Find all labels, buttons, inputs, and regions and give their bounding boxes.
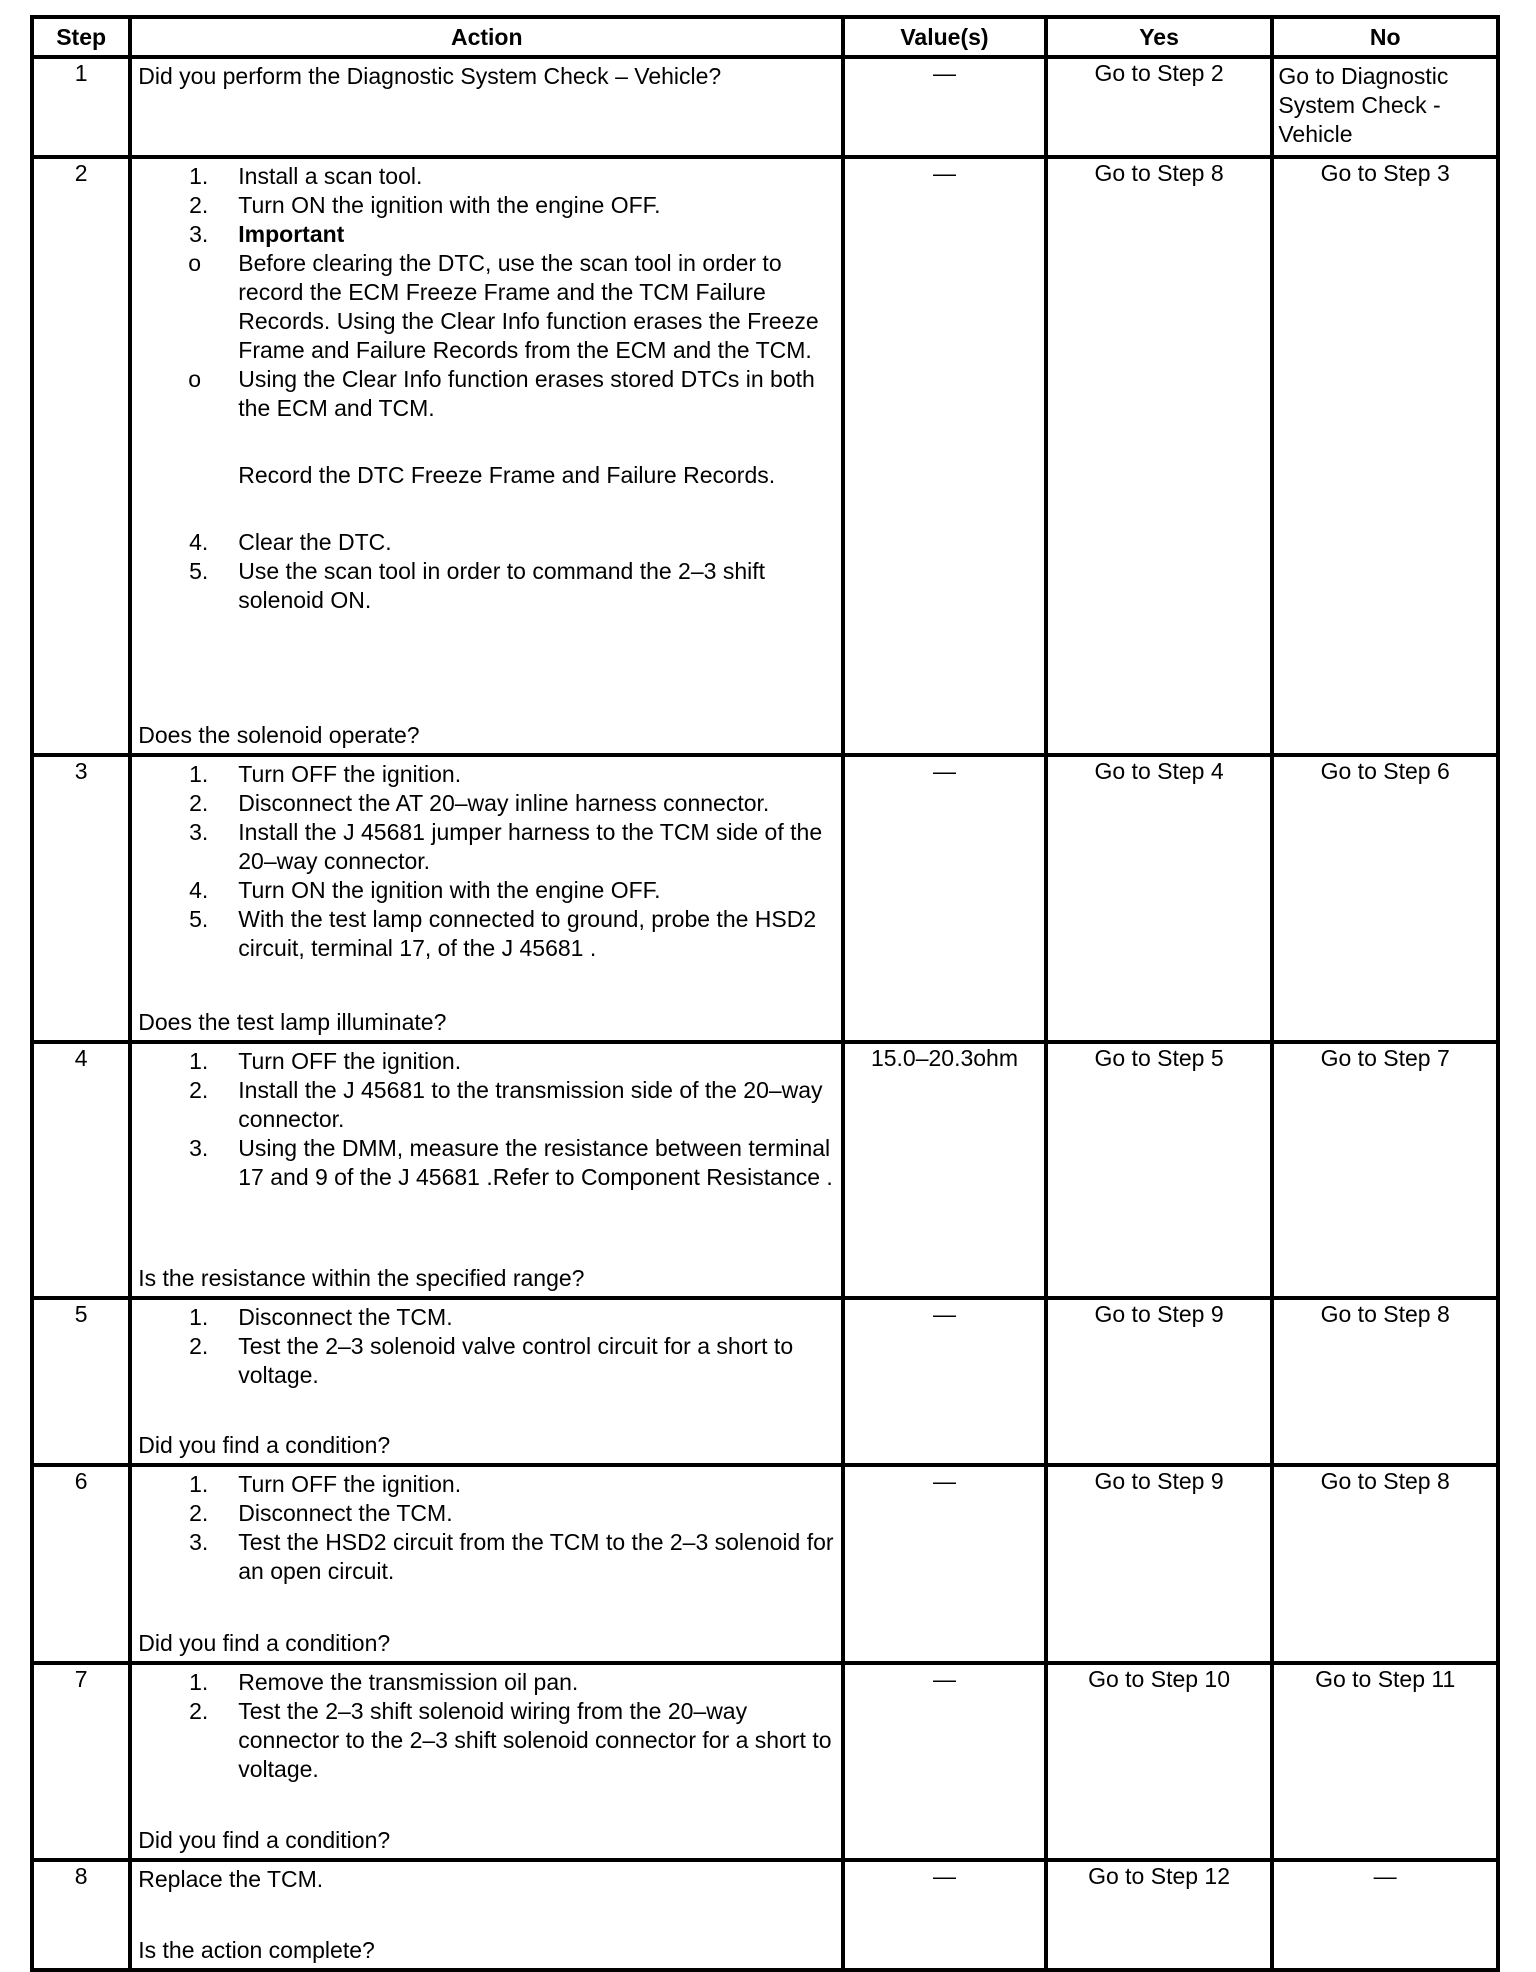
yes-cell: Go to Step 8 (1046, 157, 1273, 755)
action-step-item: 1. Turn OFF the ignition. (189, 1047, 462, 1074)
step-number: 8 (32, 1860, 130, 1970)
action-steps (138, 1047, 837, 1192)
action-cell (130, 1298, 843, 1465)
action-step-item: 2. Install the J 45681 to the transmission side of the 20–way connector. (189, 1076, 823, 1132)
action-step-item: 3. Important (138, 220, 837, 249)
action-step-item: 1. Disconnect the TCM. (189, 1303, 453, 1330)
action-instruction: Replace the TCM. (138, 1865, 324, 1892)
header-action: Action (130, 17, 843, 57)
action-step-item: 5. Use the scan tool in order to command the 2–3 shift solenoid ON. (189, 558, 765, 614)
value-cell: — (843, 755, 1046, 1041)
action-step-item: 3. Using the DMM, measure the resistance between terminal 17 and 9 of the J 45681 .Refer to Component Resistance . (189, 1134, 833, 1190)
table-row-step-7 (32, 1663, 1498, 1860)
action-cell (130, 1465, 843, 1663)
action-question: Did you find a condition? (138, 1431, 391, 1458)
action-cell (130, 157, 843, 755)
no-cell: Go to Step 7 (1272, 1042, 1498, 1298)
no-cell: Go to Step 6 (1272, 755, 1498, 1041)
step-number: 5 (32, 1298, 130, 1465)
action-cell (130, 755, 843, 1041)
yes-cell: Go to Step 9 (1046, 1298, 1273, 1465)
value-cell: 15.0–20.3ohm (843, 1042, 1046, 1298)
header-row (32, 17, 1498, 57)
bullet-icon: o (188, 366, 202, 393)
no-cell: Go to Step 8 (1272, 1465, 1498, 1663)
value-cell: — (843, 157, 1046, 755)
action-cell (130, 1860, 843, 1970)
action-steps (138, 162, 837, 249)
no-cell: Go to Diagnostic System Check - Vehicle (1272, 57, 1498, 157)
action-steps (138, 1668, 837, 1784)
action-step-item: 2. Turn ON the ignition with the engine OFF. (189, 192, 661, 219)
no-cell: Go to Step 8 (1272, 1298, 1498, 1465)
table-row-step-2 (32, 157, 1498, 755)
table-row-step-5 (32, 1298, 1498, 1465)
important-notes (138, 249, 837, 423)
action-step-item: 2. Disconnect the AT 20–way inline harness connector. (189, 790, 770, 817)
action-step-item: 1. Turn OFF the ignition. (189, 1470, 462, 1497)
step-number: 1 (32, 57, 130, 157)
table-row-step-8 (32, 1860, 1498, 1970)
note-item: o Using the Clear Info function erases stored DTCs in both the ECM and TCM. (138, 365, 837, 423)
action-question: Does the test lamp illuminate? (138, 1008, 447, 1035)
header-values: Value(s) (843, 17, 1046, 57)
action-question: Did you perform the Diagnostic System Check – Vehicle? (138, 63, 722, 89)
yes-cell: Go to Step 9 (1046, 1465, 1273, 1663)
no-cell: Go to Step 11 (1272, 1663, 1498, 1860)
action-step-item: 4. Turn ON the ignition with the engine OFF. (189, 877, 661, 904)
value-cell: — (843, 1663, 1046, 1860)
action-step-item: 5. With the test lamp connected to ground, probe the HSD2 circuit, terminal 17, of the J 45681 . (189, 906, 817, 962)
value-cell: — (843, 1860, 1046, 1970)
note-item: o Before clearing the DTC, use the scan tool in order to record the ECM Freeze Frame and the TCM Failure Records. Using the Clear Info function erases the Freeze Frame and Failure Records from the ECM and the TCM. (138, 249, 837, 365)
step-number: 2 (32, 157, 130, 755)
action-step-item: 1. Install a scan tool. (189, 163, 423, 190)
value-cell: — (843, 57, 1046, 157)
important-label: Important (238, 221, 345, 248)
action-question: Did you find a condition? (138, 1629, 391, 1656)
action-step-item: 3. Install the J 45681 jumper harness to the TCM side of the 20–way connector. (189, 819, 823, 875)
action-question: Did you find a condition? (138, 1826, 391, 1853)
yes-cell: Go to Step 12 (1046, 1860, 1273, 1970)
action-step-item: 2. Test the 2–3 shift solenoid wiring from the 20–way connector to the 2–3 shift solenoid connector for a short to voltage. (189, 1697, 832, 1782)
action-step-item: 1. Remove the transmission oil pan. (189, 1668, 579, 1695)
value-cell: — (843, 1465, 1046, 1663)
yes-cell: Go to Step 5 (1046, 1042, 1273, 1298)
action-steps (138, 1303, 837, 1390)
value-cell: — (843, 1298, 1046, 1465)
action-cell (130, 1663, 843, 1860)
action-step-item: 1. Turn OFF the ignition. (189, 761, 462, 788)
no-cell: — (1272, 1860, 1498, 1970)
record-instruction: Record the DTC Freeze Frame and Failure Records. (238, 462, 776, 489)
table-row-step-6 (32, 1465, 1498, 1663)
yes-cell: Go to Step 10 (1046, 1663, 1273, 1860)
table-row-step-4 (32, 1042, 1498, 1298)
no-cell: Go to Step 3 (1272, 157, 1498, 755)
action-steps (138, 760, 837, 963)
action-question: Is the action complete? (138, 1937, 375, 1963)
action-question: Does the solenoid operate? (138, 722, 420, 749)
action-cell (130, 57, 843, 157)
action-step-item: 2. Test the 2–3 solenoid valve control circuit for a short to voltage. (189, 1332, 794, 1388)
header-yes: Yes (1046, 17, 1273, 57)
header-no: No (1272, 17, 1498, 57)
action-step-item: 3. Test the HSD2 circuit from the TCM to the 2–3 solenoid for an open circuit. (189, 1528, 834, 1584)
step-number: 6 (32, 1465, 130, 1663)
action-cell (130, 1042, 843, 1298)
table-row-step-1 (32, 57, 1498, 157)
bullet-icon: o (188, 250, 202, 277)
yes-cell: Go to Step 2 (1046, 57, 1273, 157)
step-number: 7 (32, 1663, 130, 1860)
action-steps (138, 1470, 837, 1586)
diagnostic-table (30, 15, 1500, 1972)
header-step: Step (32, 17, 130, 57)
step-number: 4 (32, 1042, 130, 1298)
table-row-step-3 (32, 755, 1498, 1041)
action-step-item: 2. Disconnect the TCM. (189, 1499, 453, 1526)
action-question: Is the resistance within the specified range? (138, 1264, 585, 1291)
action-steps (138, 528, 837, 615)
yes-cell: Go to Step 4 (1046, 755, 1273, 1041)
step-number: 3 (32, 755, 130, 1041)
action-step-item: 4. Clear the DTC. (189, 529, 392, 556)
